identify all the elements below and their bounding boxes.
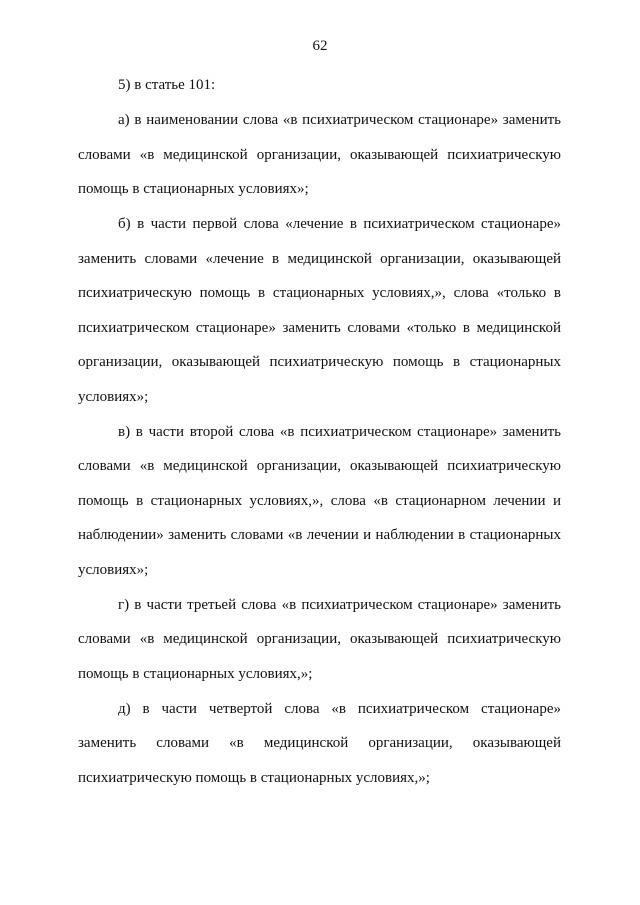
- paragraph-b-line-2: заменить словами «лечение в медицинской организации, оказывающей: [78, 251, 561, 267]
- paragraph-a-line-1: а) в наименовании слова «в психиатрическом стационаре» заменить: [118, 112, 561, 128]
- paragraph-a-line-3: помощь в стационарных условиях»;: [78, 181, 309, 197]
- paragraph-b-line-4: психиатрическом стационаре» заменить словами «только в медицинской: [78, 320, 561, 336]
- paragraph-a-line-2: словами «в медицинской организации, оказывающей психиатрическую: [78, 147, 561, 163]
- paragraph-v-line-4: наблюдении» заменить словами «в лечении и наблюдении в стационарных: [78, 527, 561, 543]
- paragraph-d-line-3: психиатрическую помощь в стационарных условиях,»;: [78, 770, 430, 786]
- paragraph-v-line-1: в) в части второй слова «в психиатрическом стационаре» заменить: [118, 424, 561, 440]
- page-number: 62: [312, 38, 328, 54]
- paragraph-v-line-3: помощь в стационарных условиях,», слова «в стационарном лечении и: [78, 493, 561, 509]
- paragraph-b-line-5: организации, оказывающей психиатрическую помощь в стационарных: [78, 354, 561, 370]
- paragraph-g-line-1: г) в части третьей слова «в психиатрическом стационаре» заменить: [118, 597, 561, 613]
- paragraph-b-line-3: психиатрическую помощь в стационарных условиях,», слова «только в: [78, 285, 561, 301]
- paragraph-d-line-2: заменить словами «в медицинской организации, оказывающей: [78, 735, 561, 751]
- paragraph-g-line-3: помощь в стационарных условиях,»;: [78, 666, 313, 682]
- paragraph-g-line-2: словами «в медицинской организации, оказывающей психиатрическую: [78, 631, 561, 647]
- paragraph-b-line-6: условиях»;: [78, 389, 149, 405]
- paragraph-d-line-1: д) в части четвертой слова «в психиатрическом стационаре»: [118, 701, 561, 717]
- paragraph-b-line-1: б) в части первой слова «лечение в психиатрическом стационаре»: [118, 216, 561, 232]
- item-5-heading: 5) в статье 101:: [118, 77, 216, 93]
- paragraph-v-line-2: словами «в медицинской организации, оказывающей психиатрическую: [78, 458, 561, 474]
- paragraph-v-line-5: условиях»;: [78, 562, 149, 578]
